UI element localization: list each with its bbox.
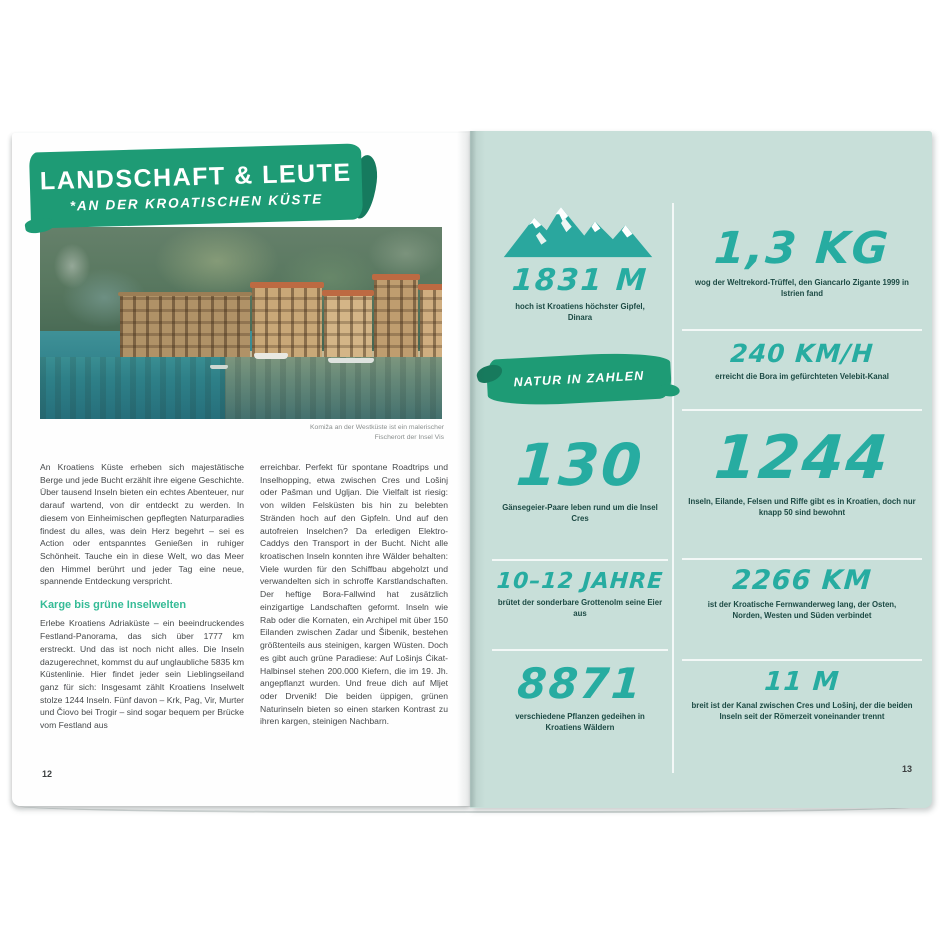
section-subheading: Karge bis grüne Inselwelten	[40, 599, 187, 612]
photo-water	[40, 357, 442, 419]
mountain-range-icon	[502, 203, 654, 263]
stat-peak	[490, 263, 670, 324]
body-paragraph-continued: erreichbar. Perfekt für spontane Roadtrips und Inselhopping, etwa zwischen Cres und Lošinj oder Pašman und Ugljan. Die Vielfalt ist riesig: von wilden Felsküsten bis hin zu belebten Stränden hoch auf den Gipfeln. Und auf den autofreien Inselchen? Da erledigen Elektro-Caddys den Transport in der Bucht. Nicht alle kroatischen Inseln konnten ihre Wälder behalten: Viele wurden für den Schiffbau abgeholzt und verwandelten sich in schroffe Karstlandschaften. Der heftige Bora-Fallwind hat zusätzlich einzigartige Landschaften geformt. Inseln wie Rab oder die Kornaten, ein Archipel mit über 150 Eilanden zwischen Zadar und Šibenik, bestehen größtenteils aus steinigen, kargen Wüsten. Doch es gibt auch grüne Paradiese: Auf Lošinjs Ćikat-Halbinsel stehen 200.000 Kiefern, die im 19. Jh. angepflanzt wurden. Und freue dich auf Mljet oder Drvenik! Die beiden üppigen, grünen Naturinseln bieten so einen starken Kontrast zu ihren kargen, steinigen Nachbarn.	[260, 462, 448, 727]
intro-paragraph: An Kroatiens Küste erheben sich majestätische Berge und jede Bucht erzählt ihre eigene Geschichte. Über tausend Inseln bieten ein echtes Abenteuer, nur darauf wartend, von dir entdeckt zu werden. In diesem von Einheimischen gepflegten Naturparadies findest du alles, was dein Herz begehrt – sei es Action oder entspanntes Genießen in ruhiger Schönheit. Tauche ein in diese Welt, wo das Meer den Himmel berührt und jeder Tag eine neue, spannende Entdeckung verspricht.	[40, 462, 244, 587]
photo-boat	[210, 365, 228, 369]
stat-bora-value: 240 KM/H	[729, 339, 875, 368]
photo-building	[374, 279, 418, 357]
stat-bora	[682, 339, 922, 383]
chapter-title: LANDSCHAFT & LEUTE	[39, 158, 352, 195]
chapter-banner	[29, 143, 363, 228]
stat-plants-caption: verschiedene Pflanzen gedeihen in Kroatiens Wäldern	[515, 712, 645, 732]
stat-vultures-value: 130	[514, 431, 646, 499]
text-column-1	[40, 461, 244, 732]
left-page	[12, 133, 470, 806]
chapter-subtitle: *AN DER KROATISCHEN KÜSTE	[69, 190, 324, 214]
stat-canal-caption: breit ist der Kanal zwischen Cres und Lošinj, der die beiden Inseln seit der Römerzeit voneinander trennt	[691, 701, 913, 721]
cell-divider	[682, 558, 922, 560]
open-book	[10, 130, 934, 810]
stat-olm-value: 10–12 JAHRE	[495, 569, 665, 594]
photo-stone-building	[120, 295, 250, 357]
page-number-left: 12	[42, 769, 53, 779]
page-number-right: 13	[902, 764, 913, 774]
stat-truffle-caption: wog der Weltrekord-Trüffel, den Giancarlo Zigante 1999 in Istrien fand	[695, 278, 909, 298]
stat-islands-value: 1244	[712, 423, 892, 493]
body-paragraph: Erlebe Kroatiens Adriaküste – ein beeindruckendes Festland-Panorama, das sich über 1777 km erstreckt. Und das ist noch nicht alles. Die Inseln dazugerechnet, kommst du auf unglaubliche 5835 km Küstenlinie. Hier findet jeder sein Lieblingseiland ganz für sich: Insgesamt zählt Kroatiens Inselwelt stolze 1244 Inseln. Fünf davon – Krk, Pag, Vir, Murter und Čiovo bei Trogir – sind sogar bequem per Brücke vom Festland aus	[40, 618, 244, 731]
stat-canal-value: 11 M	[763, 667, 841, 697]
stat-islands-caption: Inseln, Eilande, Felsen und Riffe gibt es in Kroatien, doch nur knapp 50 sind bewohnt	[688, 497, 916, 517]
stat-vultures-caption: Gänsegeier-Paare leben rund um die Insel Cres	[502, 503, 658, 523]
photo-building	[420, 289, 442, 357]
stat-plants	[482, 659, 678, 734]
photo-boat	[254, 353, 288, 359]
stat-plants-value: 8871	[515, 659, 645, 708]
stat-trail-caption: ist der Kroatische Fernwanderweg lang, der Osten, Norden, Westen und Süden verbindet	[707, 600, 897, 620]
right-page	[470, 131, 932, 808]
cell-divider	[682, 329, 922, 331]
cell-divider	[682, 409, 922, 411]
photo-building	[252, 287, 322, 357]
stat-canal	[682, 667, 922, 723]
stat-vultures	[482, 431, 678, 525]
harbor-photo	[40, 227, 442, 419]
stat-truffle	[682, 223, 922, 300]
photo-boat	[328, 358, 374, 363]
photo-building	[324, 295, 372, 357]
stat-islands	[682, 423, 922, 519]
stat-truffle-value: 1,3 KG	[712, 223, 892, 274]
cell-divider	[492, 649, 668, 651]
stat-bora-caption: erreicht die Bora im gefürchteten Velebit-Kanal	[715, 372, 889, 381]
stat-trail-value: 2266 KM	[731, 565, 873, 596]
text-column-2	[260, 461, 448, 728]
stat-trail	[682, 565, 922, 622]
cell-divider	[492, 559, 668, 561]
cell-divider	[682, 659, 922, 661]
nature-in-numbers-badge	[486, 350, 672, 408]
badge-label: NATUR IN ZAHLEN	[513, 368, 645, 390]
stat-olm	[482, 569, 678, 620]
stat-peak-value: 1831 M	[510, 263, 650, 298]
stat-peak-caption: hoch ist Kroatiens höchster Gipfel, Dinara	[515, 302, 645, 322]
photo-caption: Komiža an der Westküste ist ein malerischer Fischerort der Insel Vis	[310, 424, 444, 441]
stat-olm-caption: brütet der sonderbare Grottenolm seine Eier aus	[497, 598, 663, 618]
